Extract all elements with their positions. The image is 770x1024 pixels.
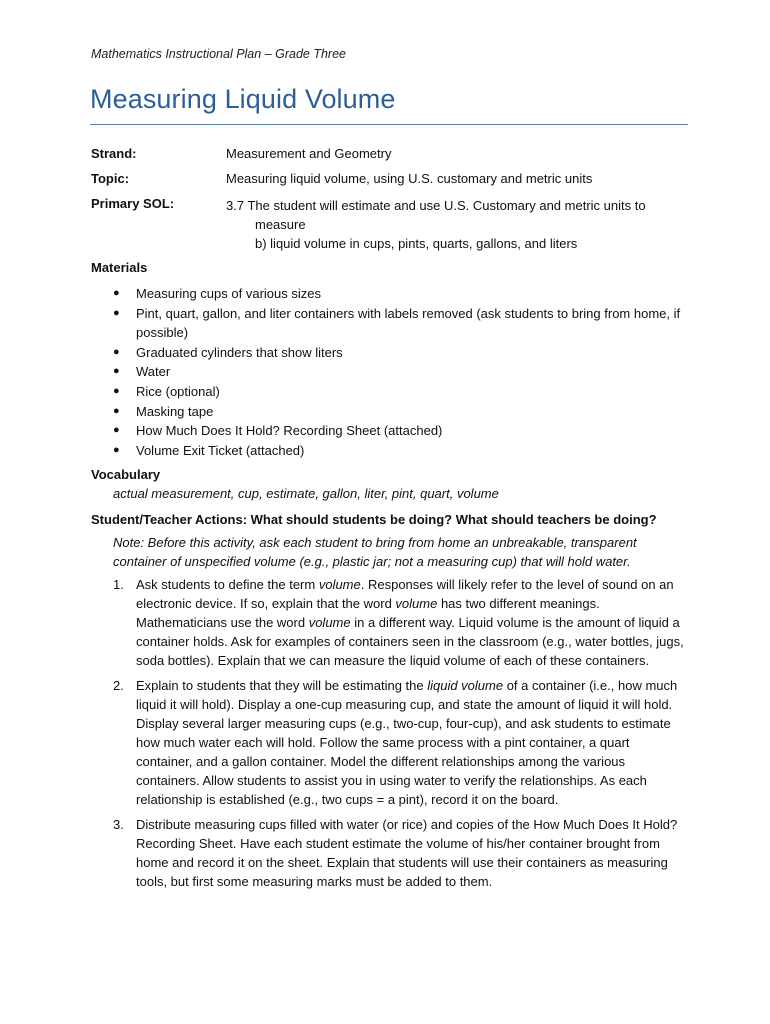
bullet-icon: ● bbox=[113, 345, 120, 358]
list-item: ● Water bbox=[91, 362, 691, 382]
step-item bbox=[91, 676, 684, 809]
step-number: 3. bbox=[113, 817, 124, 832]
list-item: ● Pint, quart, gallon, and liter containers with labels removed (ask students to bring from home, if possible) bbox=[113, 305, 681, 341]
step-text: Ask students to define the term volume. Responses will likely refer to the level of sound on an electronic device. If so, explain that the word volume has two different meanings. Mathematicians use the word volume in a different way. Liquid volume is the amount of liquid a container holds. Ask for examples of containers seen in the classroom (e.g., water bottles, jugs, soda bottles). Explain that we can measure the liquid volume of each of these containers. bbox=[136, 577, 684, 668]
step-number: 1. bbox=[113, 577, 124, 592]
running-header: Mathematics Instructional Plan – Grade Three bbox=[91, 47, 346, 61]
sol-value bbox=[226, 196, 686, 253]
list-item: ● How Much Does It Hold? Recording Sheet (attached) bbox=[91, 421, 691, 441]
list-item: ● Volume Exit Ticket (attached) bbox=[91, 441, 691, 461]
strand-label: Strand: bbox=[91, 146, 137, 161]
bullet-icon: ● bbox=[113, 306, 120, 319]
bullet-icon: ● bbox=[113, 384, 120, 397]
vocabulary-heading: Vocabulary bbox=[91, 467, 161, 482]
materials-list bbox=[91, 284, 691, 460]
bullet-icon: ● bbox=[113, 424, 120, 437]
page-title: Measuring Liquid Volume bbox=[90, 84, 396, 114]
sol-line-1: 3.7 The student will estimate and use U.S. Customary and metric units to bbox=[226, 198, 646, 213]
list-item: ● Measuring cups of various sizes bbox=[91, 284, 691, 304]
list-item: ● Graduated cylinders that show liters bbox=[91, 343, 691, 363]
materials-heading: Materials bbox=[91, 260, 148, 275]
bullet-icon: ● bbox=[113, 287, 120, 299]
steps-list bbox=[91, 575, 691, 897]
sol-line-2: measure bbox=[255, 217, 306, 232]
step-item bbox=[91, 815, 684, 891]
step-text: Distribute measuring cups filled with water (or rice) and copies of the How Much Does It Hold? Recording Sheet. Have each student estimate the volume of his/her container brought from home and record it on the sheet. Explain that students will use their containers as measuring tools, but first some measuring marks must be added to them. bbox=[136, 817, 678, 889]
list-item: ● Rice (optional) bbox=[91, 382, 691, 402]
actions-heading: Student/Teacher Actions: What should students be doing? What should teachers be doing? bbox=[91, 512, 657, 527]
list-item: ● Masking tape bbox=[91, 402, 691, 422]
bullet-icon: ● bbox=[113, 404, 120, 417]
bullet-icon: ● bbox=[113, 443, 120, 456]
step-item bbox=[91, 575, 684, 670]
actions-note: Note: Before this activity, ask each student to bring from home an unbreakable, transparent container of unspecified volume (e.g., plastic jar; not a measuring cup) that will hold water. bbox=[113, 535, 637, 569]
topic-label: Topic: bbox=[91, 171, 130, 186]
bullet-icon: ● bbox=[113, 365, 120, 378]
sol-line-3: b) liquid volume in cups, pints, quarts, gallons, and liters bbox=[255, 236, 578, 251]
topic-value: Measuring liquid volume, using U.S. customary and metric units bbox=[226, 171, 593, 186]
vocabulary-terms: actual measurement, cup, estimate, gallon, liter, pint, quart, volume bbox=[113, 486, 499, 501]
step-number: 2. bbox=[113, 678, 124, 693]
sol-label: Primary SOL: bbox=[91, 196, 175, 211]
strand-value: Measurement and Geometry bbox=[226, 146, 392, 161]
title-underline bbox=[90, 124, 688, 125]
step-text: Explain to students that they will be estimating the liquid volume of a container (i.e., how much liquid it will hold). Display a one-cup measuring cup, and state the amount of liquid it will hold. Display several larger measuring cups (e.g., two-cup, four-cup), and ask students to estimate how much water each will hold. Follow the same process with a pint container, a quart container, and a gallon container. Model the different relationships among the various containers. Allow students to assist you in using water to verify the relationships. As each relationship is established (e.g., two cups = a pint), record it on the board. bbox=[136, 678, 678, 807]
